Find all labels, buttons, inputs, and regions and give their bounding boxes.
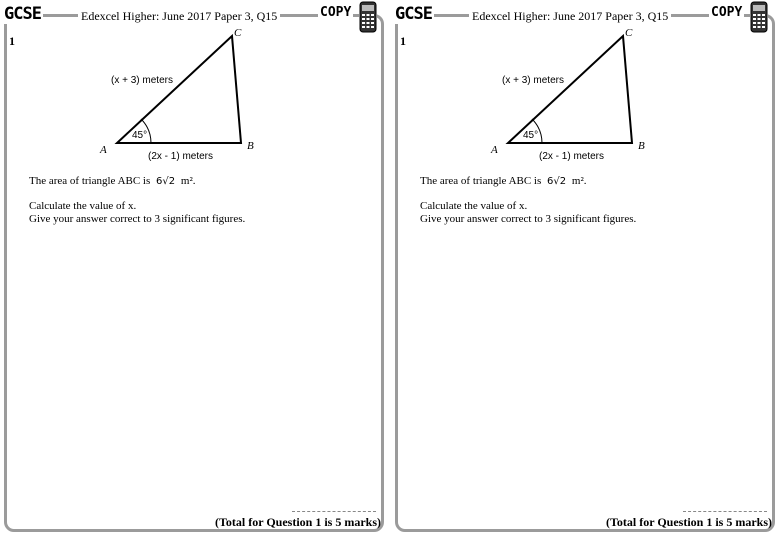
area-value: 6√2 [156,176,176,187]
question-number: 1 [9,34,15,48]
gcse-logo: GCSE [395,4,432,24]
angle-a-label: 45° [132,130,148,141]
total-marks: (Total for Question 1 is 5 marks) [605,515,772,529]
triangle-abc [117,36,241,143]
copy-label: COPY [711,5,743,20]
vertex-a-label: A [491,144,498,156]
gcse-logo: GCSE [4,4,41,24]
statement-text: The area of triangle ABC is [29,175,151,187]
instructions [420,200,636,226]
area-unit: m². [571,175,587,187]
vertex-b-label: B [247,140,254,152]
instruction-line: Calculate the value of x. [29,200,137,212]
angle-a-label: 45° [523,130,539,141]
side-ac-label: (x + 3) meters [111,75,173,86]
vertex-c-label: C [625,27,633,39]
vertex-c-label: C [234,27,242,39]
triangle-diagram [391,0,780,170]
triangle-abc [508,36,632,143]
answer-line [292,511,376,512]
area-value: 6√2 [547,176,567,187]
total-marks: (Total for Question 1 is 5 marks) [214,515,381,529]
question-number: 1 [400,34,406,48]
exam-subtitle: Edexcel Higher: June 2017 Paper 3, Q15 [78,9,280,23]
instruction-line: Give your answer correct to 3 significant figures. [29,213,246,225]
instructions [29,200,245,226]
exam-subtitle: Edexcel Higher: June 2017 Paper 3, Q15 [469,9,671,23]
instruction-line: Calculate the value of x. [420,200,528,212]
statement-text: The area of triangle ABC is [420,175,542,187]
triangle-diagram [0,0,390,170]
answer-line [683,511,767,512]
side-ac-label: (x + 3) meters [502,75,564,86]
instruction-line: Give your answer correct to 3 significant figures. [420,213,637,225]
side-ab-label: (2x - 1) meters [539,151,605,162]
copy-label: COPY [320,5,352,20]
vertex-b-label: B [638,140,645,152]
worksheet-card-right [391,0,780,540]
area-statement [29,174,196,189]
side-ab-label: (2x - 1) meters [148,151,214,162]
vertex-a-label: A [100,144,107,156]
area-unit: m². [180,175,196,187]
area-statement [420,174,587,189]
